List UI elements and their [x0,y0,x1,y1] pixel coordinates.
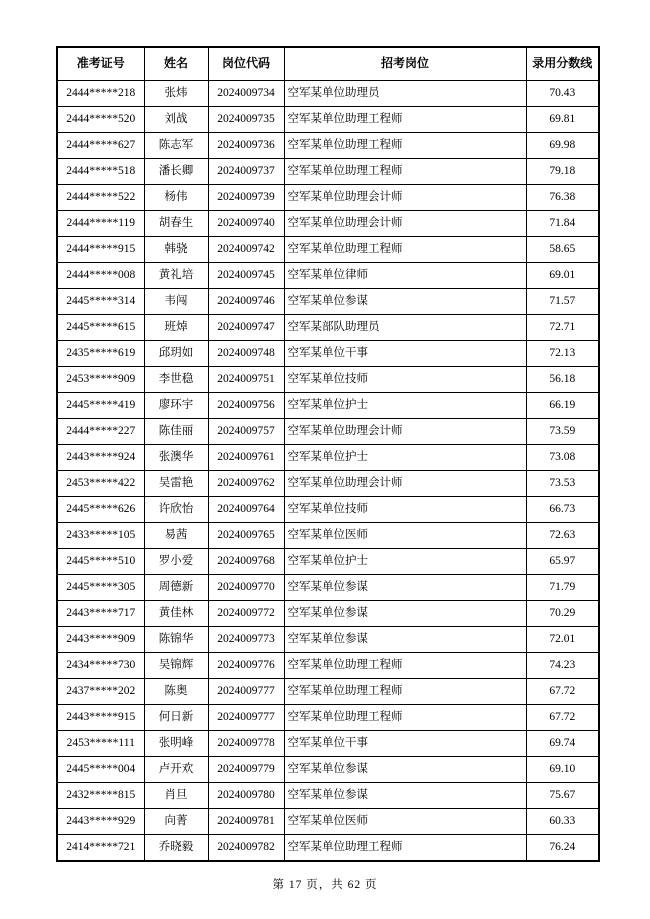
ticket-number-cell: 2444*****522 [57,185,144,211]
name-cell: 杨伟 [144,185,208,211]
position-code-cell: 2024009740 [208,211,284,237]
score-line-cell: 56.18 [526,367,599,393]
position-code-cell: 2024009768 [208,549,284,575]
recruit-position-cell: 空军某单位医师 [284,523,526,549]
ticket-number-cell: 2443*****909 [57,627,144,653]
table-row [57,81,599,107]
name-cell: 黄礼培 [144,263,208,289]
score-line-cell: 71.57 [526,289,599,315]
recruit-position-cell: 空军某单位技师 [284,497,526,523]
ticket-number-cell: 2453*****111 [57,731,144,757]
position-code-cell: 2024009745 [208,263,284,289]
position-code-cell: 2024009751 [208,367,284,393]
name-cell: 刘战 [144,107,208,133]
score-line-cell: 70.29 [526,601,599,627]
ticket-number-cell: 2444*****008 [57,263,144,289]
name-cell: 班焯 [144,315,208,341]
name-cell: 陈志军 [144,133,208,159]
ticket-number-cell: 2444*****119 [57,211,144,237]
position-code-cell: 2024009736 [208,133,284,159]
ticket-number-cell: 2445*****626 [57,497,144,523]
recruit-position-cell: 空军某单位参谋 [284,627,526,653]
col-header-ticket-number: 准考证号 [57,47,144,81]
ticket-number-cell: 2444*****218 [57,81,144,107]
table-row [57,523,599,549]
name-cell: 向菁 [144,809,208,835]
table-row [57,211,599,237]
position-code-cell: 2024009776 [208,653,284,679]
position-code-cell: 2024009747 [208,315,284,341]
ticket-number-cell: 2445*****615 [57,315,144,341]
ticket-number-cell: 2414*****721 [57,835,144,861]
ticket-number-cell: 2445*****004 [57,757,144,783]
score-line-cell: 76.38 [526,185,599,211]
score-line-cell: 69.01 [526,263,599,289]
position-code-cell: 2024009761 [208,445,284,471]
position-code-cell: 2024009779 [208,757,284,783]
recruit-position-cell: 空军某单位助理工程师 [284,159,526,185]
table-row [57,757,599,783]
position-code-cell: 2024009780 [208,783,284,809]
name-cell: 黄佳林 [144,601,208,627]
name-cell: 胡春生 [144,211,208,237]
col-header-recruit-position: 招考岗位 [284,47,526,81]
recruit-position-cell: 空军某单位技师 [284,367,526,393]
ticket-number-cell: 2445*****419 [57,393,144,419]
name-cell: 韦闯 [144,289,208,315]
position-code-cell: 2024009782 [208,835,284,861]
recruit-position-cell: 空军某单位助理工程师 [284,679,526,705]
position-code-cell: 2024009737 [208,159,284,185]
score-line-cell: 71.84 [526,211,599,237]
name-cell: 易茜 [144,523,208,549]
ticket-number-cell: 2443*****915 [57,705,144,731]
table-row [57,601,599,627]
table-row [57,627,599,653]
ticket-number-cell: 2444*****627 [57,133,144,159]
position-code-cell: 2024009735 [208,107,284,133]
name-cell: 廖环宇 [144,393,208,419]
ticket-number-cell: 2443*****717 [57,601,144,627]
position-code-cell: 2024009756 [208,393,284,419]
table-row [57,835,599,861]
position-code-cell: 2024009778 [208,731,284,757]
table-row [57,185,599,211]
score-line-cell: 69.98 [526,133,599,159]
score-line-cell: 72.63 [526,523,599,549]
ticket-number-cell: 2444*****518 [57,159,144,185]
ticket-number-cell: 2432*****815 [57,783,144,809]
ticket-number-cell: 2444*****227 [57,419,144,445]
table-row [57,393,599,419]
name-cell: 陈锦华 [144,627,208,653]
position-code-cell: 2024009757 [208,419,284,445]
name-cell: 张明峰 [144,731,208,757]
name-cell: 张澳华 [144,445,208,471]
recruit-position-cell: 空军某单位护士 [284,445,526,471]
table-row [57,315,599,341]
recruit-position-cell: 空军某单位参谋 [284,757,526,783]
ticket-number-cell: 2453*****422 [57,471,144,497]
position-code-cell: 2024009734 [208,81,284,107]
page-number-footer: 第 17 页，共 62 页 [272,879,378,891]
ticket-number-cell: 2445*****510 [57,549,144,575]
recruit-position-cell: 空军某单位参谋 [284,601,526,627]
score-line-cell: 72.01 [526,627,599,653]
score-line-cell: 66.73 [526,497,599,523]
name-cell: 罗小爱 [144,549,208,575]
recruit-position-cell: 空军某单位助理工程师 [284,653,526,679]
position-code-cell: 2024009764 [208,497,284,523]
ticket-number-cell: 2437*****202 [57,679,144,705]
recruit-position-cell: 空军某单位参谋 [284,783,526,809]
table-row [57,471,599,497]
score-line-cell: 66.19 [526,393,599,419]
score-line-cell: 69.81 [526,107,599,133]
table-row [57,341,599,367]
recruit-position-cell: 空军某单位助理工程师 [284,237,526,263]
score-line-cell: 67.72 [526,705,599,731]
name-cell: 吴雷艳 [144,471,208,497]
name-cell: 李世稳 [144,367,208,393]
name-cell: 韩骁 [144,237,208,263]
recruit-position-cell: 空军某单位助理会计师 [284,185,526,211]
score-line-cell: 73.08 [526,445,599,471]
name-cell: 邱玥如 [144,341,208,367]
ticket-number-cell: 2444*****520 [57,107,144,133]
table-header-row [57,47,599,81]
table-row [57,679,599,705]
table-row [57,575,599,601]
score-line-cell: 74.23 [526,653,599,679]
name-cell: 陈奥 [144,679,208,705]
table-row [57,237,599,263]
score-line-cell: 65.97 [526,549,599,575]
score-line-cell: 67.72 [526,679,599,705]
table-row [57,809,599,835]
col-header-score-line: 录用分数线 [526,47,599,81]
position-code-cell: 2024009746 [208,289,284,315]
recruit-position-cell: 空军某单位助理会计师 [284,419,526,445]
table-row [57,549,599,575]
recruit-position-cell: 空军某单位助理工程师 [284,107,526,133]
name-cell: 卢开欢 [144,757,208,783]
recruit-position-cell: 空军某部队助理员 [284,315,526,341]
score-line-cell: 71.79 [526,575,599,601]
table-row [57,653,599,679]
position-code-cell: 2024009762 [208,471,284,497]
ticket-number-cell: 2434*****730 [57,653,144,679]
recruit-position-cell: 空军某单位助理工程师 [284,705,526,731]
name-cell: 许欣怡 [144,497,208,523]
table-row [57,731,599,757]
score-line-cell: 72.13 [526,341,599,367]
position-code-cell: 2024009748 [208,341,284,367]
score-line-cell: 75.67 [526,783,599,809]
table-row [57,133,599,159]
table-row [57,107,599,133]
table-row [57,289,599,315]
name-cell: 张炜 [144,81,208,107]
position-code-cell: 2024009777 [208,705,284,731]
score-line-cell: 69.74 [526,731,599,757]
recruit-position-cell: 空军某单位护士 [284,549,526,575]
recruit-position-cell: 空军某单位律师 [284,263,526,289]
score-line-cell: 60.33 [526,809,599,835]
name-cell: 何日新 [144,705,208,731]
name-cell: 周德新 [144,575,208,601]
ticket-number-cell: 2433*****105 [57,523,144,549]
recruit-position-cell: 空军某单位干事 [284,341,526,367]
ticket-number-cell: 2443*****924 [57,445,144,471]
ticket-number-cell: 2445*****305 [57,575,144,601]
score-line-cell: 76.24 [526,835,599,861]
recruit-position-cell: 空军某单位助理工程师 [284,835,526,861]
table-row [57,367,599,393]
recruit-position-cell: 空军某单位助理会计师 [284,211,526,237]
position-code-cell: 2024009777 [208,679,284,705]
name-cell: 潘长卿 [144,159,208,185]
position-code-cell: 2024009781 [208,809,284,835]
recruit-position-cell: 空军某单位助理员 [284,81,526,107]
recruit-position-cell: 空军某单位参谋 [284,575,526,601]
score-line-cell: 73.53 [526,471,599,497]
table-row [57,783,599,809]
table-row [57,159,599,185]
name-cell: 陈佳丽 [144,419,208,445]
col-header-name: 姓名 [144,47,208,81]
table-row [57,705,599,731]
score-line-cell: 72.71 [526,315,599,341]
ticket-number-cell: 2443*****929 [57,809,144,835]
score-line-cell: 73.59 [526,419,599,445]
position-code-cell: 2024009742 [208,237,284,263]
score-line-cell: 79.18 [526,159,599,185]
score-line-cell: 58.65 [526,237,599,263]
recruit-position-cell: 空军某单位助理工程师 [284,133,526,159]
ticket-number-cell: 2435*****619 [57,341,144,367]
name-cell: 肖旦 [144,783,208,809]
position-code-cell: 2024009773 [208,627,284,653]
score-line-cell: 70.43 [526,81,599,107]
recruit-position-cell: 空军某单位干事 [284,731,526,757]
ticket-number-cell: 2444*****915 [57,237,144,263]
col-header-position-code: 岗位代码 [208,47,284,81]
name-cell: 吴锦辉 [144,653,208,679]
table-row [57,497,599,523]
score-line-cell: 69.10 [526,757,599,783]
table-row [57,263,599,289]
recruit-position-cell: 空军某单位参谋 [284,289,526,315]
position-code-cell: 2024009770 [208,575,284,601]
admission-score-table [56,46,600,862]
position-code-cell: 2024009739 [208,185,284,211]
name-cell: 乔晓毅 [144,835,208,861]
recruit-position-cell: 空军某单位医师 [284,809,526,835]
table-row [57,419,599,445]
table-body [57,81,599,861]
ticket-number-cell: 2445*****314 [57,289,144,315]
recruit-position-cell: 空军某单位护士 [284,393,526,419]
ticket-number-cell: 2453*****909 [57,367,144,393]
position-code-cell: 2024009765 [208,523,284,549]
table-row [57,445,599,471]
position-code-cell: 2024009772 [208,601,284,627]
recruit-position-cell: 空军某单位助理会计师 [284,471,526,497]
